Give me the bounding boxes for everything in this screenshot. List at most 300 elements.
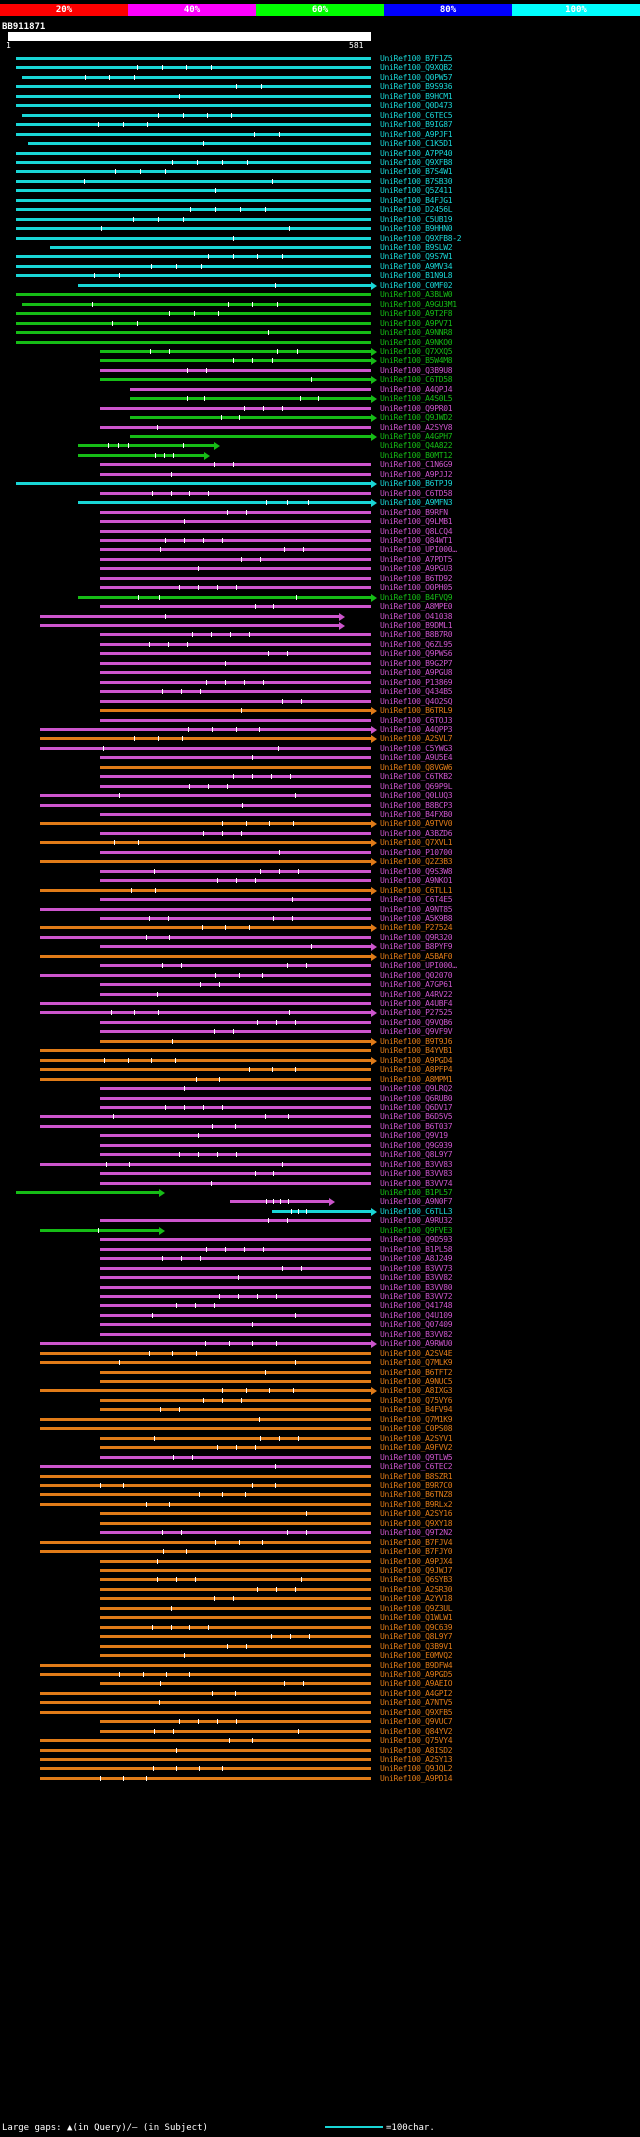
hit-label[interactable]: UniRef100_C5YWG3 — [380, 743, 453, 753]
alignment-bar[interactable] — [100, 1682, 371, 1685]
alignment-bar[interactable] — [40, 841, 371, 844]
hit-label[interactable]: UniRef100_A4UBF4 — [380, 999, 453, 1008]
hit-label[interactable]: UniRef100_B4FVQ9 — [380, 592, 453, 602]
hit-row[interactable] — [0, 706, 640, 715]
alignment-bar[interactable] — [40, 1115, 371, 1118]
alignment-bar[interactable] — [40, 1465, 371, 1468]
hit-row[interactable] — [0, 668, 640, 677]
hit-label[interactable]: UniRef100_Q5Z411 — [380, 186, 453, 196]
hit-row[interactable] — [0, 517, 640, 526]
hit-row[interactable] — [0, 753, 640, 762]
alignment-bar[interactable] — [100, 1437, 371, 1440]
hit-label[interactable]: UniRef100_B9G2P7 — [380, 658, 453, 668]
alignment-bar[interactable] — [100, 1512, 371, 1515]
alignment-bar[interactable] — [100, 520, 371, 523]
hit-row[interactable] — [0, 1216, 640, 1225]
hit-row[interactable] — [0, 810, 640, 819]
hit-row[interactable] — [0, 971, 640, 980]
alignment-bar[interactable] — [100, 605, 371, 608]
hit-row[interactable] — [0, 1197, 640, 1206]
hit-row[interactable] — [0, 1415, 640, 1424]
hit-label[interactable]: UniRef100_C6TLL3 — [380, 1206, 453, 1216]
alignment-bar[interactable] — [100, 690, 371, 693]
alignment-bar[interactable] — [100, 558, 371, 561]
hit-row[interactable] — [0, 612, 640, 621]
hit-label[interactable]: UniRef100_A9GU3M1 — [380, 299, 457, 309]
hit-label[interactable]: UniRef100_Q9XQB2 — [380, 63, 453, 73]
alignment-bar[interactable] — [100, 473, 371, 476]
alignment-bar[interactable] — [100, 983, 371, 986]
hit-row[interactable] — [0, 1424, 640, 1433]
alignment-bar[interactable] — [100, 350, 371, 353]
alignment-bar[interactable] — [100, 870, 371, 873]
hit-row[interactable] — [0, 734, 640, 743]
hit-label[interactable]: UniRef100_UPI000… — [380, 961, 457, 971]
hit-row[interactable] — [0, 319, 640, 328]
alignment-bar[interactable] — [100, 681, 371, 684]
hit-row[interactable] — [0, 621, 640, 630]
hit-label[interactable]: UniRef100_B1N9L8 — [380, 271, 453, 281]
alignment-bar[interactable] — [40, 1711, 371, 1714]
alignment-bar[interactable] — [100, 898, 371, 901]
alignment-bar[interactable] — [16, 218, 371, 221]
hit-label[interactable]: UniRef100_Q8L9Y7 — [380, 1632, 453, 1642]
hit-label[interactable]: UniRef100_B8PYF9 — [380, 942, 453, 952]
hit-label[interactable]: UniRef100_A2SVL7 — [380, 734, 453, 744]
hit-label[interactable]: UniRef100_Q1WLW1 — [380, 1613, 453, 1623]
hit-label[interactable]: UniRef100_A2SYV8 — [380, 422, 453, 432]
hit-row[interactable] — [0, 602, 640, 611]
hit-label[interactable]: UniRef100_B1PL57 — [380, 1188, 453, 1197]
hit-row[interactable] — [0, 73, 640, 82]
alignment-bar[interactable] — [16, 1191, 159, 1194]
hit-row[interactable] — [0, 1103, 640, 1112]
hit-label[interactable]: UniRef100_Q9V19 — [380, 1131, 448, 1141]
hit-row[interactable] — [0, 423, 640, 432]
hit-row[interactable] — [0, 763, 640, 772]
hit-row[interactable] — [0, 1027, 640, 1036]
alignment-bar[interactable] — [100, 1238, 371, 1241]
hit-row[interactable] — [0, 1235, 640, 1244]
alignment-bar[interactable] — [100, 492, 371, 495]
hit-label[interactable]: UniRef100_P10700 — [380, 847, 453, 857]
alignment-bar[interactable] — [100, 1635, 371, 1638]
alignment-bar[interactable] — [78, 454, 204, 457]
hit-row[interactable] — [0, 1698, 640, 1707]
hit-label[interactable]: UniRef100_B8B7R0 — [380, 630, 453, 640]
alignment-bar[interactable] — [100, 917, 371, 920]
hit-label[interactable]: UniRef100_B6TPJ9 — [380, 479, 453, 489]
hit-row[interactable] — [0, 593, 640, 602]
alignment-bar[interactable] — [100, 832, 371, 835]
hit-row[interactable] — [0, 1179, 640, 1188]
alignment-bar[interactable] — [100, 671, 371, 674]
hit-row[interactable] — [0, 848, 640, 857]
alignment-bar[interactable] — [16, 161, 371, 164]
hit-row[interactable] — [0, 1708, 640, 1717]
hit-label[interactable]: UniRef100_Q9PWS6 — [380, 649, 453, 659]
alignment-bar[interactable] — [28, 142, 371, 145]
hit-label[interactable]: UniRef100_Q3B9U8 — [380, 365, 453, 375]
hit-label[interactable]: UniRef100_A9RWU0 — [380, 1339, 453, 1349]
hit-row[interactable] — [0, 1764, 640, 1773]
alignment-bar[interactable] — [16, 293, 371, 296]
alignment-bar[interactable] — [40, 1068, 371, 1071]
alignment-bar[interactable] — [130, 416, 371, 419]
hit-row[interactable] — [0, 961, 640, 970]
hit-label[interactable]: UniRef100_A7PDT5 — [380, 554, 453, 564]
hit-row[interactable] — [0, 772, 640, 781]
hit-label[interactable]: UniRef100_B7S4W1 — [380, 167, 453, 177]
hit-label[interactable]: UniRef100_Q9XFB8 — [380, 157, 453, 167]
alignment-bar[interactable] — [16, 274, 371, 277]
hit-row[interactable] — [0, 1746, 640, 1755]
hit-row[interactable] — [0, 404, 640, 413]
hit-label[interactable]: UniRef100_A9NKO0 — [380, 337, 453, 347]
hit-row[interactable] — [0, 1141, 640, 1150]
hit-row[interactable] — [0, 942, 640, 951]
alignment-bar[interactable] — [40, 737, 371, 740]
alignment-bar[interactable] — [40, 1550, 371, 1553]
alignment-bar[interactable] — [40, 1701, 371, 1704]
alignment-bar[interactable] — [16, 180, 371, 183]
hit-label[interactable]: UniRef100_Q9T2N2 — [380, 1528, 453, 1538]
hit-label[interactable]: UniRef100_A2SYV1 — [380, 1433, 453, 1443]
alignment-bar[interactable] — [16, 227, 371, 230]
hit-row[interactable] — [0, 1037, 640, 1046]
hit-row[interactable] — [0, 1405, 640, 1414]
hit-row[interactable] — [0, 1112, 640, 1121]
alignment-bar[interactable] — [100, 643, 371, 646]
hit-label[interactable]: UniRef100_A8IXG3 — [380, 1386, 453, 1396]
alignment-bar[interactable] — [40, 860, 371, 863]
alignment-bar[interactable] — [100, 1399, 371, 1402]
hit-row[interactable] — [0, 1736, 640, 1745]
alignment-bar[interactable] — [100, 719, 371, 722]
hit-label[interactable]: UniRef100_A9PJF1 — [380, 129, 453, 139]
hit-row[interactable] — [0, 1547, 640, 1556]
hit-label[interactable]: UniRef100_C5UB19 — [380, 214, 453, 224]
hit-label[interactable]: UniRef100_B4FJG1 — [380, 195, 453, 205]
alignment-bar[interactable] — [100, 530, 371, 533]
hit-row[interactable] — [0, 867, 640, 876]
alignment-bar[interactable] — [40, 1503, 371, 1506]
hit-row[interactable] — [0, 347, 640, 356]
hit-label[interactable]: UniRef100_B7F1Z5 — [380, 54, 453, 63]
hit-label[interactable]: UniRef100_B4FV94 — [380, 1405, 453, 1415]
hit-label[interactable]: UniRef100_B3VV80 — [380, 1282, 453, 1292]
hit-label[interactable]: UniRef100_A4GPI2 — [380, 1688, 453, 1698]
hit-row[interactable] — [0, 1008, 640, 1017]
hit-row[interactable] — [0, 1472, 640, 1481]
alignment-bar[interactable] — [40, 1125, 371, 1128]
hit-label[interactable]: UniRef100_B5W4M8 — [380, 356, 453, 366]
hit-row[interactable] — [0, 139, 640, 148]
alignment-bar[interactable] — [100, 766, 371, 769]
alignment-bar[interactable] — [100, 1286, 371, 1289]
hit-row[interactable] — [0, 167, 640, 176]
hit-label[interactable]: UniRef100_O41038 — [380, 611, 453, 621]
alignment-bar[interactable] — [100, 1597, 371, 1600]
hit-row[interactable] — [0, 1084, 640, 1093]
hit-row[interactable] — [0, 1613, 640, 1622]
hit-row[interactable] — [0, 1538, 640, 1547]
hit-row[interactable] — [0, 1594, 640, 1603]
alignment-bar[interactable] — [16, 95, 371, 98]
hit-row[interactable] — [0, 801, 640, 810]
hit-label[interactable]: UniRef100_A9FVV2 — [380, 1443, 453, 1453]
hit-label[interactable]: UniRef100_A9PD14 — [380, 1773, 453, 1783]
alignment-bar[interactable] — [22, 114, 371, 117]
alignment-bar[interactable] — [40, 624, 339, 627]
hit-row[interactable] — [0, 659, 640, 668]
hit-label[interactable]: UniRef100_Q02070 — [380, 970, 453, 980]
alignment-bar[interactable] — [100, 378, 371, 381]
alignment-bar[interactable] — [40, 1163, 371, 1166]
alignment-bar[interactable] — [40, 794, 371, 797]
hit-row[interactable] — [0, 744, 640, 753]
alignment-bar[interactable] — [100, 1616, 371, 1619]
alignment-bar[interactable] — [40, 822, 371, 825]
hit-row[interactable] — [0, 545, 640, 554]
hit-label[interactable]: UniRef100_Q2Z3B3 — [380, 857, 453, 867]
hit-label[interactable]: UniRef100_A3BLW0 — [380, 290, 453, 300]
alignment-bar[interactable] — [100, 1408, 371, 1411]
hit-label[interactable]: UniRef100_A9PGD4 — [380, 1055, 453, 1065]
hit-row[interactable] — [0, 470, 640, 479]
hit-label[interactable]: UniRef100_Q9JWD2 — [380, 413, 453, 423]
alignment-bar[interactable] — [40, 1352, 371, 1355]
hit-label[interactable]: UniRef100_A9RU32 — [380, 1216, 453, 1226]
hit-label[interactable]: UniRef100_B3VV82 — [380, 1329, 453, 1339]
hit-row[interactable] — [0, 838, 640, 847]
hit-row[interactable] — [0, 1623, 640, 1632]
alignment-bar[interactable] — [100, 1134, 371, 1137]
hit-label[interactable]: UniRef100_C6TEC2 — [380, 1462, 453, 1472]
alignment-bar[interactable] — [40, 1389, 371, 1392]
hit-label[interactable]: UniRef100_A7GP61 — [380, 980, 453, 990]
hit-label[interactable]: UniRef100_A3BZD6 — [380, 828, 453, 838]
hit-row[interactable] — [0, 158, 640, 167]
hit-row[interactable] — [0, 725, 640, 734]
hit-label[interactable]: UniRef100_Q7XVL1 — [380, 838, 453, 848]
alignment-bar[interactable] — [130, 397, 371, 400]
hit-label[interactable]: UniRef100_A9U5E4 — [380, 753, 453, 763]
hit-label[interactable]: UniRef100_A4QPJ4 — [380, 384, 453, 394]
alignment-bar[interactable] — [16, 482, 371, 485]
hit-label[interactable]: UniRef100_Q0PW57 — [380, 72, 453, 82]
alignment-bar[interactable] — [100, 539, 371, 542]
hit-row[interactable] — [0, 215, 640, 224]
alignment-bar[interactable] — [40, 908, 371, 911]
hit-row[interactable] — [0, 923, 640, 932]
alignment-bar[interactable] — [100, 633, 371, 636]
hit-row[interactable] — [0, 385, 640, 394]
hit-row[interactable] — [0, 895, 640, 904]
hit-row[interactable] — [0, 1462, 640, 1471]
hit-row[interactable] — [0, 536, 640, 545]
alignment-bar[interactable] — [100, 993, 371, 996]
hit-row[interactable] — [0, 366, 640, 375]
hit-label[interactable]: UniRef100_E0MVQ2 — [380, 1651, 453, 1661]
hit-row[interactable] — [0, 1632, 640, 1641]
hit-label[interactable]: UniRef100_Q0D473 — [380, 101, 453, 111]
alignment-bar[interactable] — [40, 955, 371, 958]
hit-row[interactable] — [0, 1245, 640, 1254]
hit-label[interactable]: UniRef100_A9PGD5 — [380, 1669, 453, 1679]
hit-row[interactable] — [0, 1434, 640, 1443]
hit-label[interactable]: UniRef100_A9PGU8 — [380, 668, 453, 678]
hit-label[interactable]: UniRef100_A7NTV5 — [380, 1698, 453, 1708]
hit-row[interactable] — [0, 980, 640, 989]
hit-label[interactable]: UniRef100_A2YV18 — [380, 1594, 453, 1604]
hit-row[interactable] — [0, 82, 640, 91]
alignment-bar[interactable] — [16, 265, 371, 268]
hit-label[interactable]: UniRef100_P27524 — [380, 923, 453, 933]
alignment-bar[interactable] — [100, 1087, 371, 1090]
hit-row[interactable] — [0, 952, 640, 961]
alignment-bar[interactable] — [100, 1560, 371, 1563]
hit-label[interactable]: UniRef100_B9R7C0 — [380, 1480, 453, 1490]
hit-label[interactable]: UniRef100_Q9PR01 — [380, 403, 453, 413]
hit-label[interactable]: UniRef100_A9PGU3 — [380, 564, 453, 574]
alignment-bar[interactable] — [130, 388, 371, 391]
hit-row[interactable] — [0, 338, 640, 347]
hit-label[interactable]: UniRef100_A9PV71 — [380, 318, 453, 328]
hit-label[interactable]: UniRef100_Q9XFB5 — [380, 1707, 453, 1717]
alignment-bar[interactable] — [40, 804, 371, 807]
hit-row[interactable] — [0, 1301, 640, 1310]
hit-row[interactable] — [0, 1122, 640, 1131]
hit-row[interactable] — [0, 1386, 640, 1395]
hit-label[interactable]: UniRef100_Q9LMB1 — [380, 517, 453, 527]
alignment-bar[interactable] — [16, 152, 371, 155]
hit-row[interactable] — [0, 1566, 640, 1575]
hit-label[interactable]: UniRef100_Q69P9L — [380, 781, 453, 791]
alignment-bar[interactable] — [40, 889, 371, 892]
hit-row[interactable] — [0, 432, 640, 441]
hit-row[interactable] — [0, 1207, 640, 1216]
hit-label[interactable]: UniRef100_P13869 — [380, 677, 453, 687]
hit-label[interactable]: UniRef100_B9HHN0 — [380, 224, 453, 234]
hit-row[interactable] — [0, 120, 640, 129]
hit-row[interactable] — [0, 1585, 640, 1594]
hit-label[interactable]: UniRef100_A4RV22 — [380, 989, 453, 999]
alignment-bar[interactable] — [100, 1267, 371, 1270]
hit-row[interactable] — [0, 1679, 640, 1688]
alignment-bar[interactable] — [100, 1172, 371, 1175]
alignment-bar[interactable] — [100, 1219, 371, 1222]
alignment-bar[interactable] — [100, 1522, 371, 1525]
hit-row[interactable] — [0, 933, 640, 942]
hit-row[interactable] — [0, 375, 640, 384]
hit-row[interactable] — [0, 234, 640, 243]
hit-row[interactable] — [0, 1490, 640, 1499]
alignment-bar[interactable] — [100, 407, 371, 410]
hit-row[interactable] — [0, 186, 640, 195]
alignment-bar[interactable] — [16, 199, 371, 202]
hit-label[interactable]: UniRef100_Q9VF9V — [380, 1027, 453, 1037]
alignment-bar[interactable] — [100, 1569, 371, 1572]
hit-label[interactable]: UniRef100_C6TD58 — [380, 488, 453, 498]
hit-label[interactable]: UniRef100_A9AEIO — [380, 1679, 453, 1689]
hit-label[interactable]: UniRef100_Q9D593 — [380, 1235, 453, 1245]
hit-label[interactable]: UniRef100_A8J249 — [380, 1254, 453, 1264]
alignment-bar[interactable] — [40, 728, 371, 731]
hit-row[interactable] — [0, 243, 640, 252]
alignment-bar[interactable] — [100, 359, 371, 362]
hit-label[interactable]: UniRef100_A4GPH7 — [380, 432, 453, 441]
hit-row[interactable] — [0, 1755, 640, 1764]
hit-label[interactable]: UniRef100_A9NKO1 — [380, 876, 453, 886]
hit-label[interactable]: UniRef100_Q9G939 — [380, 1140, 453, 1150]
hit-label[interactable]: UniRef100_C1K5D1 — [380, 139, 453, 149]
hit-row[interactable] — [0, 281, 640, 290]
alignment-bar[interactable] — [16, 133, 371, 136]
hit-row[interactable] — [0, 1160, 640, 1169]
hit-label[interactable]: UniRef100_B9DML1 — [380, 621, 453, 630]
alignment-bar[interactable] — [100, 652, 371, 655]
alignment-bar[interactable] — [40, 1475, 371, 1478]
alignment-bar[interactable] — [100, 1333, 371, 1336]
alignment-bar[interactable] — [100, 567, 371, 570]
hit-row[interactable] — [0, 782, 640, 791]
hit-row[interactable] — [0, 1349, 640, 1358]
alignment-bar[interactable] — [100, 1295, 371, 1298]
alignment-bar[interactable] — [40, 1484, 371, 1487]
hit-label[interactable]: UniRef100_A9NT85 — [380, 904, 453, 914]
alignment-bar[interactable] — [16, 104, 371, 107]
alignment-bar[interactable] — [40, 1541, 371, 1544]
hit-label[interactable]: UniRef100_B3VV74 — [380, 1178, 453, 1188]
alignment-bar[interactable] — [100, 1588, 371, 1591]
hit-row[interactable] — [0, 101, 640, 110]
hit-row[interactable] — [0, 687, 640, 696]
hit-label[interactable]: UniRef100_B6TNZ8 — [380, 1490, 453, 1500]
hit-label[interactable]: UniRef100_O0PH05 — [380, 583, 453, 593]
hit-label[interactable]: UniRef100_Q7XXQ5 — [380, 346, 453, 356]
hit-label[interactable]: UniRef100_A2SY13 — [380, 1755, 453, 1764]
alignment-bar[interactable] — [100, 775, 371, 778]
hit-row[interactable] — [0, 876, 640, 885]
hit-row[interactable] — [0, 1717, 640, 1726]
hit-row[interactable] — [0, 697, 640, 706]
hit-row[interactable] — [0, 527, 640, 536]
alignment-bar[interactable] — [100, 1040, 371, 1043]
hit-row[interactable] — [0, 1377, 640, 1386]
hit-row[interactable] — [0, 290, 640, 299]
hit-row[interactable] — [0, 914, 640, 923]
alignment-bar[interactable] — [100, 662, 371, 665]
hit-row[interactable] — [0, 413, 640, 422]
alignment-bar[interactable] — [100, 1304, 371, 1307]
alignment-bar[interactable] — [78, 501, 371, 504]
hit-row[interactable] — [0, 1396, 640, 1405]
hit-label[interactable]: UniRef100_Q9VQB6 — [380, 1017, 453, 1027]
hit-label[interactable]: UniRef100_B7FJV4 — [380, 1537, 453, 1547]
hit-label[interactable]: UniRef100_C6T4E5 — [380, 895, 453, 905]
alignment-bar[interactable] — [78, 444, 214, 447]
hit-label[interactable]: UniRef100_Q0LUQ3 — [380, 791, 453, 801]
alignment-bar[interactable] — [100, 1730, 371, 1733]
alignment-bar[interactable] — [100, 511, 371, 514]
hit-label[interactable]: UniRef100_B3VV82 — [380, 1273, 453, 1283]
alignment-bar[interactable] — [40, 1664, 371, 1667]
alignment-bar[interactable] — [50, 246, 371, 249]
hit-row[interactable] — [0, 460, 640, 469]
hit-label[interactable]: UniRef100_C6TKB2 — [380, 772, 453, 782]
hit-row[interactable] — [0, 177, 640, 186]
